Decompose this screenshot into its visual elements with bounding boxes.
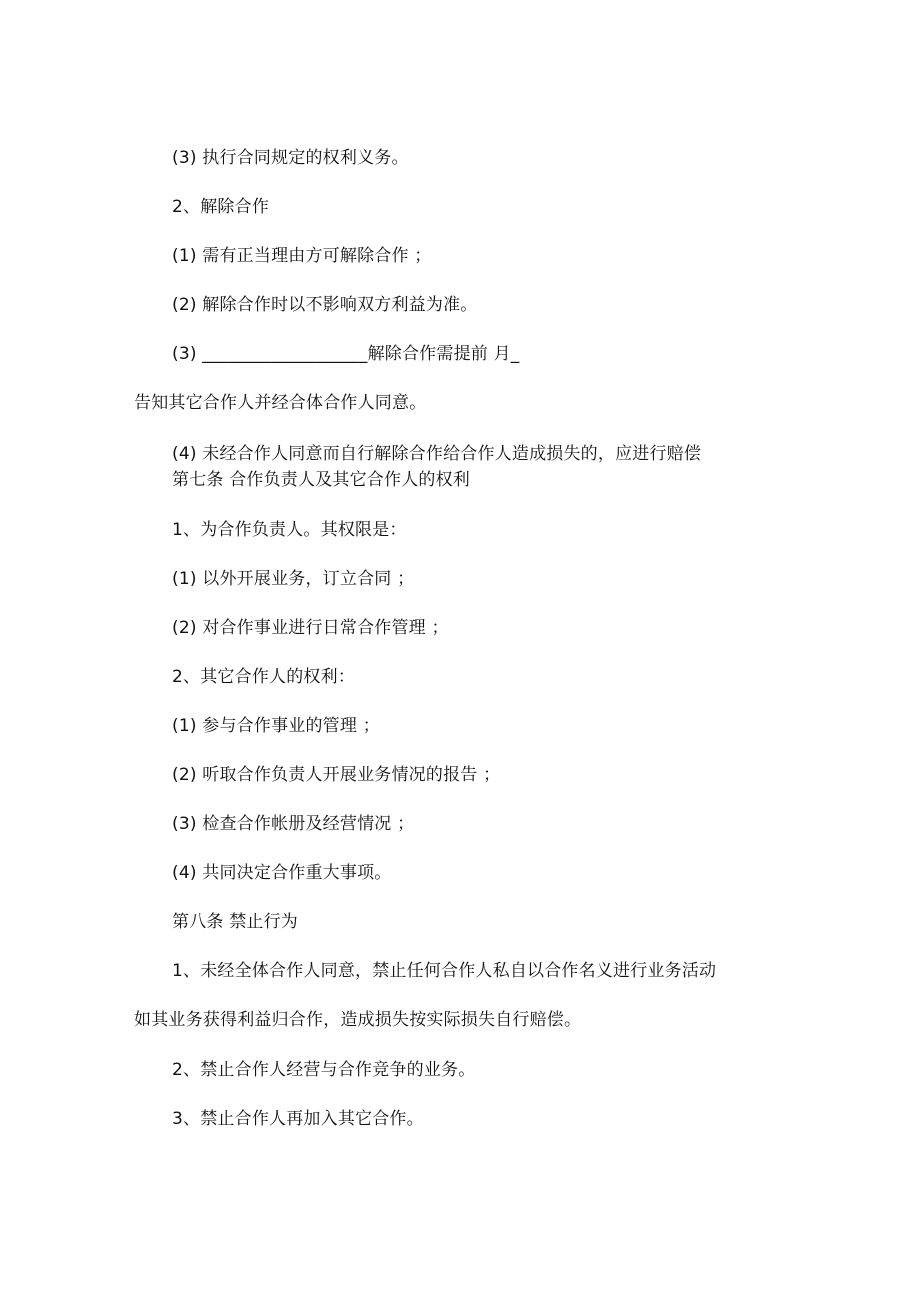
- clause-line: (3) 执行合同规定的权利义务。: [172, 148, 409, 168]
- clause-line: (3) 检查合作帐册及经营情况 ；: [172, 814, 415, 834]
- clause-line: 2、禁止合作人经营与合作竞争的业务。: [172, 1060, 476, 1080]
- clause-line: (4) 共同决定合作重大事项。: [172, 863, 392, 883]
- section-heading: 第八条 禁止行为: [172, 912, 299, 932]
- clause-line: 如其业务获得利益归合作，造成损失按实际损失自行赔偿。: [134, 1010, 582, 1030]
- clause-line: 2、其它合作人的权利：: [172, 667, 356, 687]
- clause-line: 1、未经全体合作人同意，禁止任何合作人私自以合作名义进行业务活动: [172, 961, 717, 981]
- clause-line: (3) ___________________解除合作需提前 月_: [172, 344, 520, 364]
- clause-line: (2) 听取合作负责人开展业务情况的报告 ；: [172, 765, 501, 785]
- clause-line: (2) 对合作事业进行日常合作管理 ；: [172, 618, 449, 638]
- clause-line: 告知其它合作人并经合体合作人同意。: [134, 393, 427, 413]
- section-heading: 第七条 合作负责人及其它合作人的权利: [172, 470, 471, 490]
- clause-line: 2、解除合作: [172, 197, 270, 217]
- clause-line: (1) 参与合作事业的管理 ；: [172, 716, 380, 736]
- clause-line: 1、为合作负责人。其权限是：: [172, 520, 407, 540]
- clause-line: (2) 解除合作时以不影响双方利益为准。: [172, 295, 478, 315]
- clause-line: (1) 以外开展业务，订立合同 ；: [172, 569, 415, 589]
- clause-line: 3、禁止合作人再加入其它合作。: [172, 1109, 424, 1129]
- clause-line: (4) 未经合作人同意而自行解除合作给合作人造成损失的，应进行赔偿: [172, 444, 702, 464]
- clause-line: (1) 需有正当理由方可解除合作 ；: [172, 246, 432, 266]
